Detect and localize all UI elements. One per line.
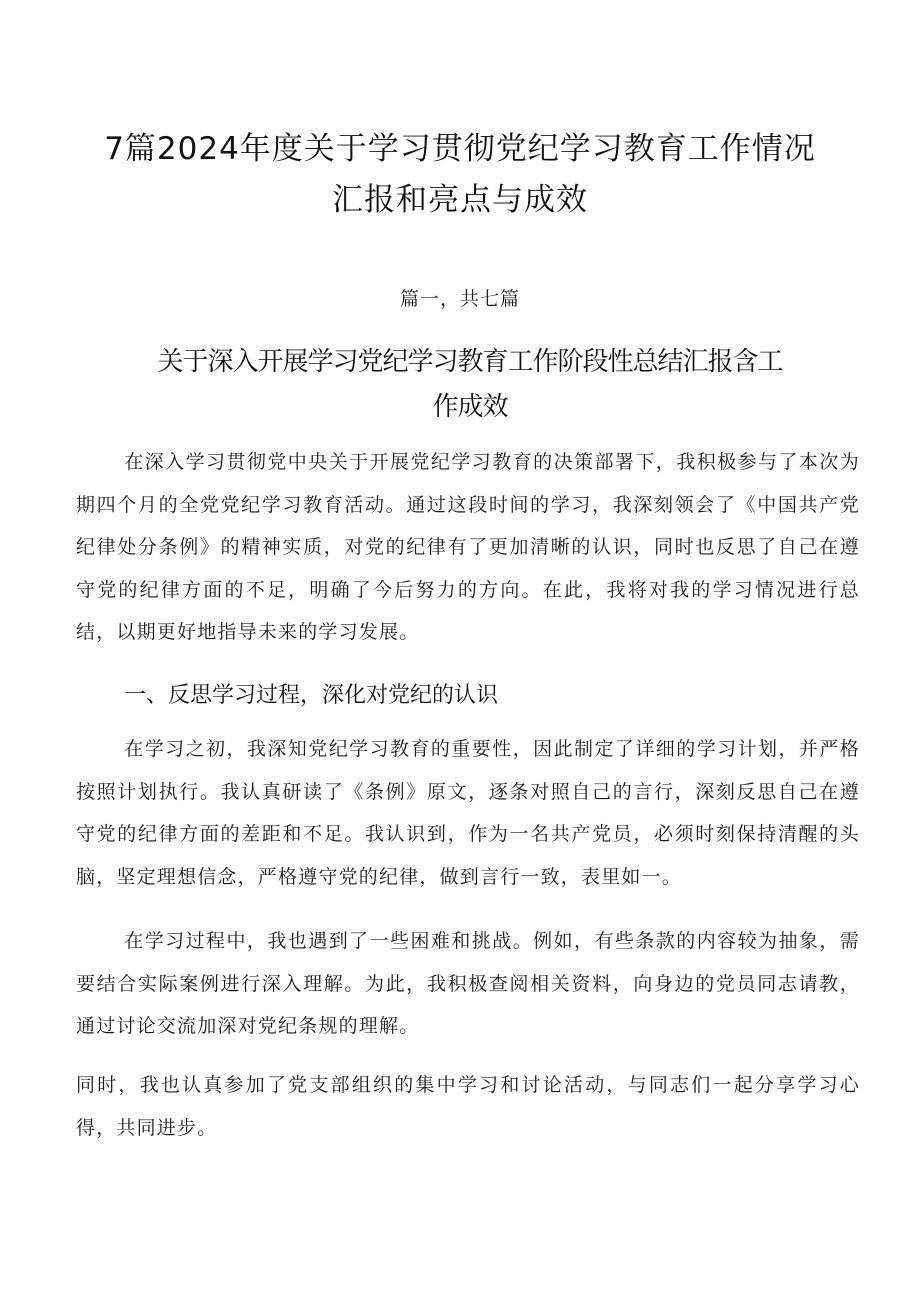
article-title-line-1: 关于深入开展学习党纪学习教育工作阶段性总结汇报含工 xyxy=(157,347,783,377)
document-title-line-2: 汇报和亮点与成效 xyxy=(332,182,588,218)
intro-paragraph xyxy=(76,441,860,654)
part-label: 篇一，共七篇 xyxy=(399,288,520,310)
article-title xyxy=(140,340,800,430)
article-title-line-2: 作成效 xyxy=(432,392,508,422)
body-paragraph-1 xyxy=(76,728,860,898)
body-paragraph-3 xyxy=(76,1064,860,1149)
document-title xyxy=(0,124,920,226)
body-paragraph-3-text: 同时，我也认真参加了党支部组织的集中学习和讨论活动，与同志们一起分享学习心得，共同进步。 xyxy=(76,1074,860,1139)
body-paragraph-1-text: 在学习之初，我深知党纪学习教育的重要性，因此制定了详细的学习计划，并严格按照计划执行。我认真研读了《条例》原文，逐条对照自己的言行，深刻反思自己在遵守党的纪律方面的差距和不足。我认识到，作为一名共产党员，必须时刻保持清醒的头脑，坚定理想信念，严格遵守党的纪律，做到言行一致，表里如一。 xyxy=(76,738,860,888)
intro-paragraph-text: 在深入学习贯彻党中央关于开展党纪学习教育的决策部署下，我积极参与了本次为期四个月的全党党纪学习教育活动。通过这段时间的学习，我深刻领会了《中国共产党纪律处分条例》的精神实质，对党的纪律有了更加清晰的认识，同时也反思了自己在遵守党的纪律方面的不足，明确了今后努力的方向。在此，我将对我的学习情况进行总结，以期更好地指导未来的学习发展。 xyxy=(76,451,860,643)
body-paragraph-2 xyxy=(76,920,860,1048)
section-heading-1: 一、反思学习过程，深化对党纪的认识 xyxy=(124,683,499,708)
document-title-line-1: 7篇2024年度关于学习贯彻党纪学习教育工作情况 xyxy=(104,131,816,167)
body-paragraph-2-text: 在学习过程中，我也遇到了一些困难和挑战。例如，有些条款的内容较为抽象，需要结合实际案例进行深入理解。为此，我积极查阅相关资料，向身边的党员同志请教，通过讨论交流加深对党纪条规的理解。 xyxy=(76,930,860,1037)
